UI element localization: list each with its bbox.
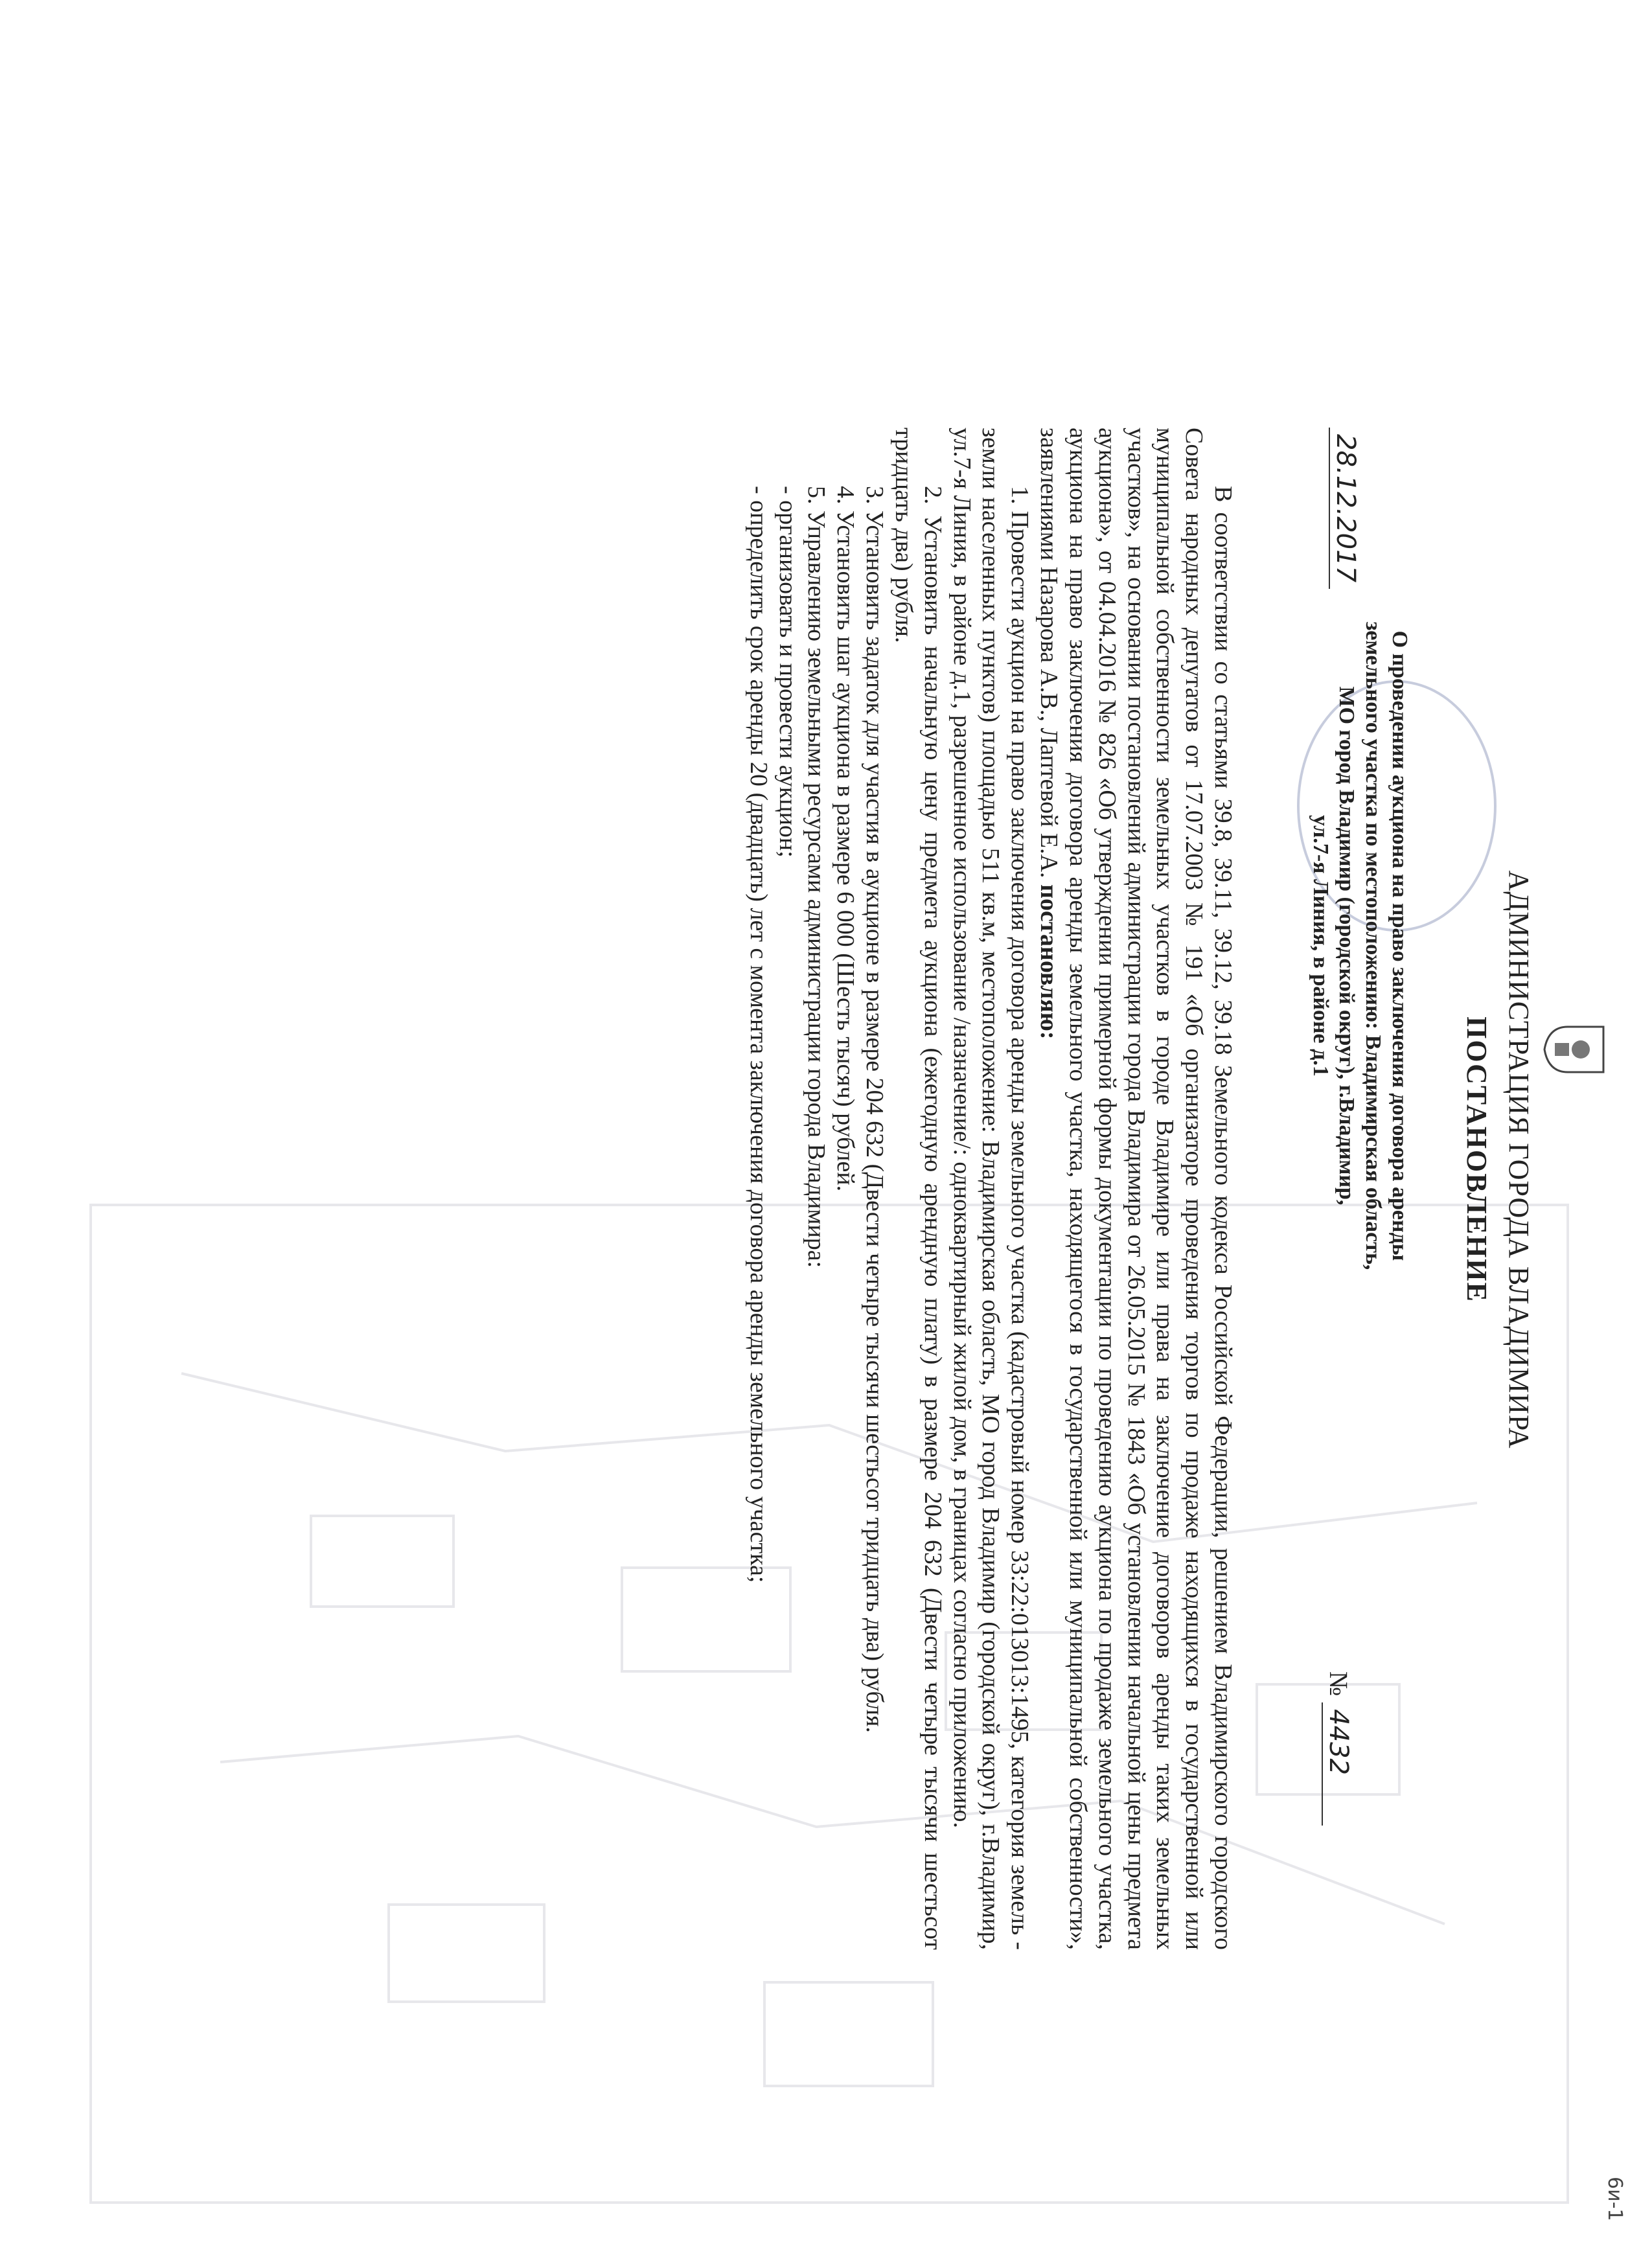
- clause-2: 2. Установить начальную цену предмета аукциона (ежегодную арендную плату) в размере 204 632 (Двести четыре тысячи шестьсот тридцать два) рубля.: [889, 428, 946, 1950]
- clause-5: 5. Управлению земельными ресурсами администрации города Владимира:: [803, 486, 831, 1268]
- rotated-document: [13, 65, 1633, 2254]
- decree-word: постановляю:: [1035, 884, 1063, 1040]
- number-value: 4432: [1322, 1702, 1353, 1826]
- title-line: О проведении аукциона на право заключения договора аренды: [1388, 630, 1412, 1261]
- city-emblem-icon: [1542, 1024, 1607, 1075]
- number-label: №: [1324, 1671, 1353, 1697]
- title-line: земельного участка по местоположению: Владимирская область,: [1361, 621, 1386, 1270]
- clause-4: 4. Установить шаг аукциона в размере 6 000 (Шесть тысяч) рублей.: [832, 486, 860, 1192]
- title-line: ул.7-я Линия, в районе д.1: [1308, 815, 1333, 1077]
- document-type: ПОСТАНОВЛЕНИЕ: [1461, 1016, 1493, 1303]
- preamble-text: В соответствии со статьями 39.8, 39.11, 39.12, 39.18 Земельного кодекса Российской Федерации, решением Владимирского городского Совета народных депутатов от 17.07.2003 № 191 «Об организаторе проведения торгов по продаже находящихся в государственной или муниципальной собственности земельных участков в городе Владимире или права на заключение договоров аренды таких земельных участков», на основании постановлений администрации города Владимира от 26.05.2015 № 1843 «Об установлении начальной цены предмета аукциона», от 04.04.2016 № 826 «Об утверждении примерной формы документации по проведению аукциона по продаже земельного участка, аукциона на право заключения договора аренды земельного участка, находящегося в государственной или муниципальной собственности», заявлениями Назарова А.В., Лаптевой Е.А.: [1035, 428, 1237, 1950]
- document-body: [744, 428, 1237, 1950]
- corner-handwritten-note: 6и-1: [1603, 2177, 1626, 2221]
- document-number: [1322, 1671, 1354, 1826]
- title-line: МО город Владимир (городской округ), г.Владимир,: [1335, 686, 1359, 1206]
- preamble-paragraph: [1034, 428, 1237, 1950]
- clause-5b: - определить срок аренды 20 (двадцать) лет с момента заключения договора аренды земельного участка;: [744, 486, 772, 1583]
- clause-3: 3. Установить задаток для участия в аукционе в размере 204 632 (Двести четыре тысячи шестьсот тридцать два) рубля.: [861, 486, 889, 1733]
- document-title: [1307, 492, 1412, 1399]
- clause-5a: - организовать и провести аукцион;: [774, 486, 801, 858]
- clause-1: 1. Провести аукцион на право заключения договора аренды земельного участка (кадастровый номер 33:22:013013:1495, категория земель - земли населенных пунктов) площадью 511 кв.м, местоположение: Владимирская область, МО город Владимир (городской округ), г.Владимир, ул.7-я Линия, в районе д.1, разрешенное использование /назначение/: одноквартирный жилой дом, в границах согласно приложению.: [948, 428, 1034, 1950]
- document-date: 28.12.2017: [1329, 428, 1360, 589]
- organization-name: АДМИНИСТРАЦИЯ ГОРОДА ВЛАДИМИРА: [1503, 870, 1535, 1449]
